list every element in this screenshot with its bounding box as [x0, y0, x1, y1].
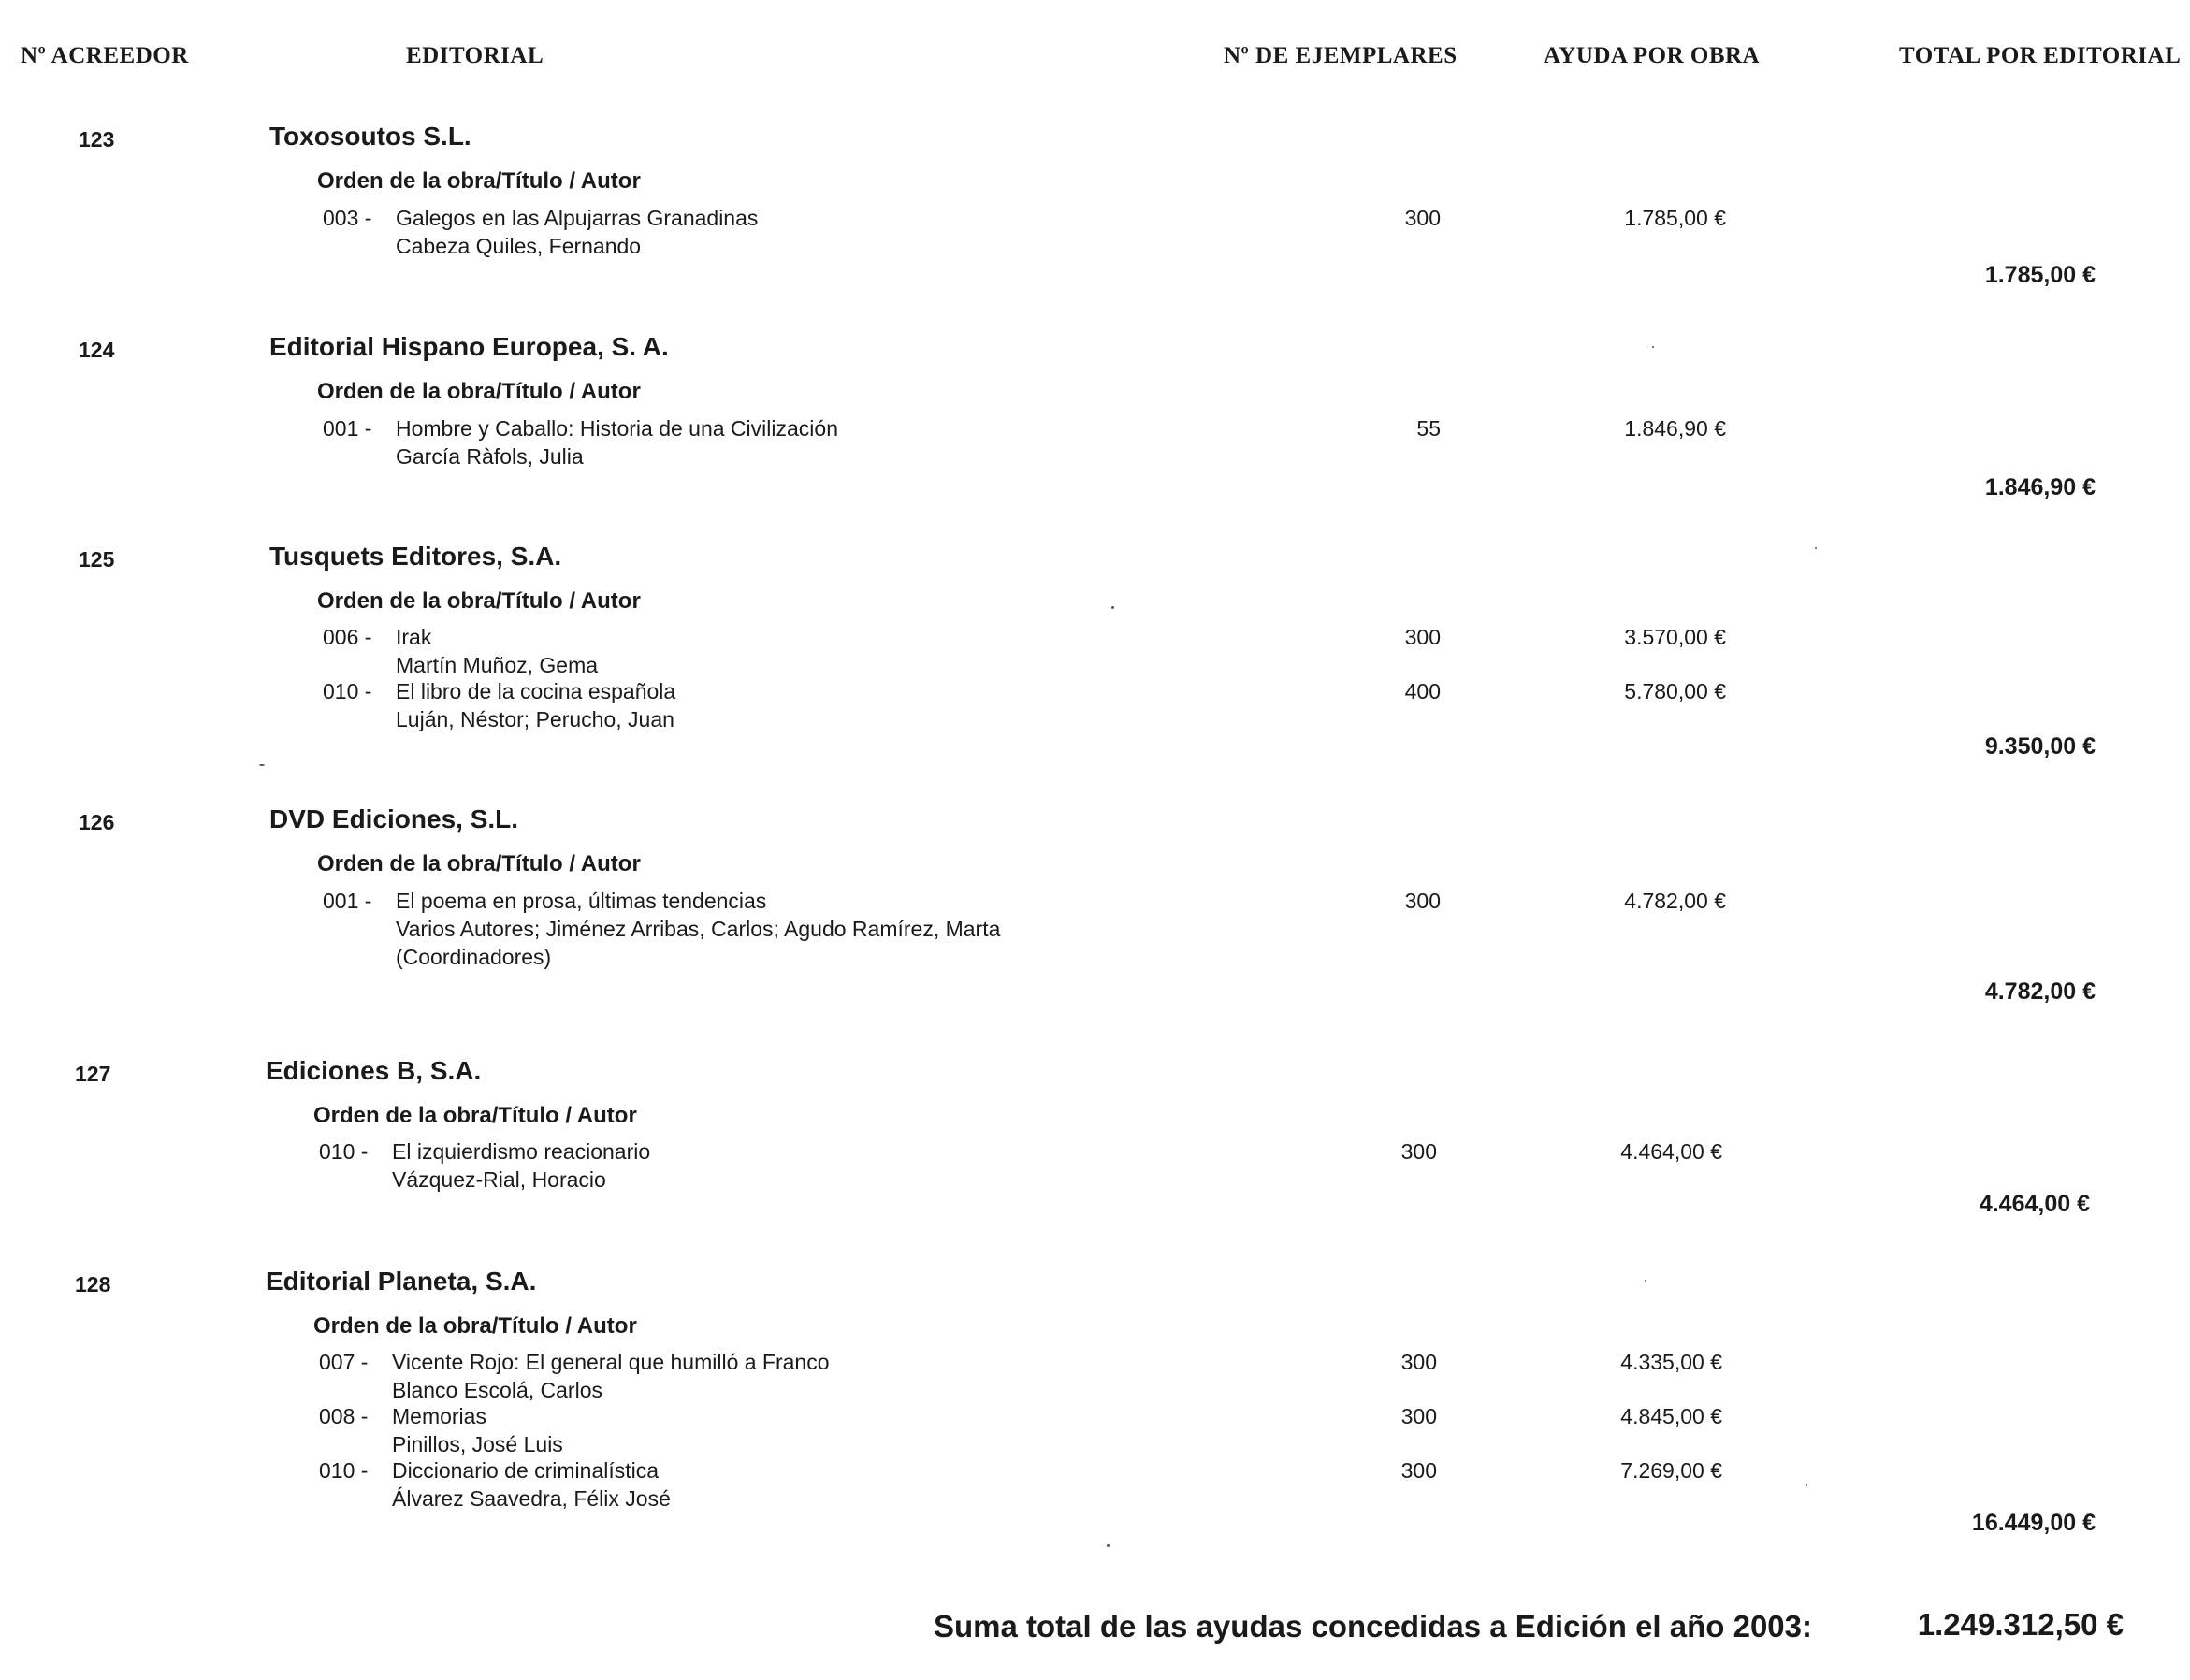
grand-total-label: Suma total de las ayudas concedidas a Edición el año 2003:	[934, 1609, 1813, 1644]
publisher-total: 9.350,00 €	[1984, 733, 2096, 760]
creditor-number: 127	[75, 1062, 111, 1086]
work-title: El izquierdismo reacionario	[392, 1139, 651, 1164]
publisher-total: 4.464,00 €	[1979, 1191, 2090, 1217]
work-title: Hombre y Caballo: Historia de una Civilización	[396, 416, 838, 441]
creditor-number: 128	[75, 1272, 111, 1296]
works-subheading: Orden de la obra/Título / Autor	[313, 1313, 637, 1339]
scan-speck	[1652, 346, 1654, 348]
header-creditor: Nº ACREEDOR	[21, 43, 189, 68]
work-aid: 4.335,00 €	[1620, 1350, 1722, 1374]
work-code: 010 -	[323, 679, 372, 703]
work-row	[0, 889, 2190, 973]
work-row	[0, 625, 2190, 681]
work-row	[0, 1139, 2186, 1195]
work-row	[0, 1404, 2186, 1460]
scan-speck	[1107, 1544, 1110, 1547]
works-subheading: Orden de la obra/Título / Autor	[313, 1103, 637, 1128]
work-aid: 7.269,00 €	[1620, 1458, 1722, 1483]
publisher-name: Tusquets Editores, S.A.	[269, 542, 562, 571]
grand-total-value: 1.249.312,50 €	[1917, 1607, 2124, 1642]
work-copies: 300	[1404, 889, 1441, 913]
work-code: 003 -	[323, 206, 372, 230]
publisher-total: 16.449,00 €	[1971, 1510, 2096, 1536]
works-subheading: Orden de la obra/Título / Autor	[317, 851, 641, 876]
work-row	[0, 1458, 2186, 1514]
works-subheading: Orden de la obra/Título / Autor	[317, 379, 641, 404]
work-code: 001 -	[323, 889, 372, 913]
work-copies: 300	[1404, 625, 1441, 649]
work-title: El poema en prosa, últimas tendencias	[396, 889, 767, 913]
work-title: Galegos en las Alpujarras Granadinas	[396, 206, 759, 230]
work-author: Blanco Escolá, Carlos	[392, 1378, 602, 1402]
work-row	[0, 1350, 2186, 1406]
work-aid: 4.845,00 €	[1620, 1404, 1722, 1428]
publisher-name: Editorial Hispano Europea, S. A.	[269, 332, 669, 361]
work-author: Vázquez-Rial, Horacio	[392, 1167, 606, 1192]
work-title: Irak	[396, 625, 432, 649]
work-author: Cabeza Quiles, Fernando	[396, 234, 642, 258]
work-author: García Ràfols, Julia	[396, 444, 584, 469]
header-copies: Nº DE EJEMPLARES	[1224, 43, 1458, 68]
work-author-note: (Coordinadores)	[396, 945, 552, 969]
work-aid: 3.570,00 €	[1624, 625, 1726, 649]
work-author: Luján, Néstor; Perucho, Juan	[396, 707, 674, 731]
publisher-name: Toxosoutos S.L.	[269, 122, 471, 151]
work-aid: 1.846,90 €	[1624, 416, 1726, 441]
work-code: 008 -	[319, 1404, 369, 1428]
publisher-total: 4.782,00 €	[1984, 978, 2096, 1005]
works-subheading: Orden de la obra/Título / Autor	[317, 168, 641, 194]
creditor-number: 123	[79, 127, 115, 152]
scan-speck	[259, 764, 265, 766]
work-copies: 300	[1400, 1350, 1437, 1374]
header-total-per-publisher: TOTAL POR EDITORIAL	[1899, 43, 2182, 68]
publisher-total: 1.846,90 €	[1984, 474, 2096, 500]
creditor-number: 125	[79, 547, 115, 572]
work-author: Pinillos, José Luis	[392, 1432, 563, 1456]
header-publisher: EDITORIAL	[406, 43, 544, 68]
work-code: 006 -	[323, 625, 372, 649]
work-code: 010 -	[319, 1139, 369, 1164]
work-aid: 4.464,00 €	[1620, 1139, 1722, 1164]
work-title: Diccionario de criminalística	[392, 1458, 660, 1483]
publisher-name: Editorial Planeta, S.A.	[266, 1267, 537, 1296]
work-row	[0, 416, 2190, 472]
publisher-name: Ediciones B, S.A.	[266, 1056, 482, 1085]
work-aid: 5.780,00 €	[1624, 679, 1726, 703]
scan-speck	[1815, 547, 1817, 549]
work-aid: 4.782,00 €	[1624, 889, 1726, 913]
work-code: 010 -	[319, 1458, 369, 1483]
work-code: 007 -	[319, 1350, 369, 1374]
work-copies: 300	[1400, 1404, 1437, 1428]
creditor-number: 124	[79, 338, 115, 362]
header-aid-per-work: AYUDA POR OBRA	[1544, 43, 1761, 68]
scan-speck	[1111, 606, 1114, 609]
work-copies: 55	[1416, 416, 1441, 441]
work-row	[0, 206, 2190, 262]
works-subheading: Orden de la obra/Título / Autor	[317, 588, 641, 614]
scan-speck	[1806, 1484, 1807, 1486]
work-copies: 300	[1400, 1139, 1437, 1164]
creditor-number: 126	[79, 810, 115, 834]
work-author: Álvarez Saavedra, Félix José	[392, 1486, 671, 1511]
work-code: 001 -	[323, 416, 372, 441]
work-title: El libro de la cocina española	[396, 679, 676, 703]
publisher-total: 1.785,00 €	[1984, 262, 2096, 288]
work-author: Martín Muñoz, Gema	[396, 653, 599, 677]
work-copies: 400	[1404, 679, 1441, 703]
work-title: Vicente Rojo: El general que humilló a Franco	[392, 1350, 830, 1374]
scan-speck	[1645, 1280, 1646, 1282]
work-title: Memorias	[392, 1404, 486, 1428]
work-author: Varios Autores; Jiménez Arribas, Carlos; Agudo Ramírez, Marta	[396, 917, 1001, 941]
work-aid: 1.785,00 €	[1624, 206, 1726, 230]
work-copies: 300	[1400, 1458, 1437, 1483]
work-copies: 300	[1404, 206, 1441, 230]
publisher-name: DVD Ediciones, S.L.	[269, 804, 519, 833]
work-row	[0, 679, 2190, 735]
